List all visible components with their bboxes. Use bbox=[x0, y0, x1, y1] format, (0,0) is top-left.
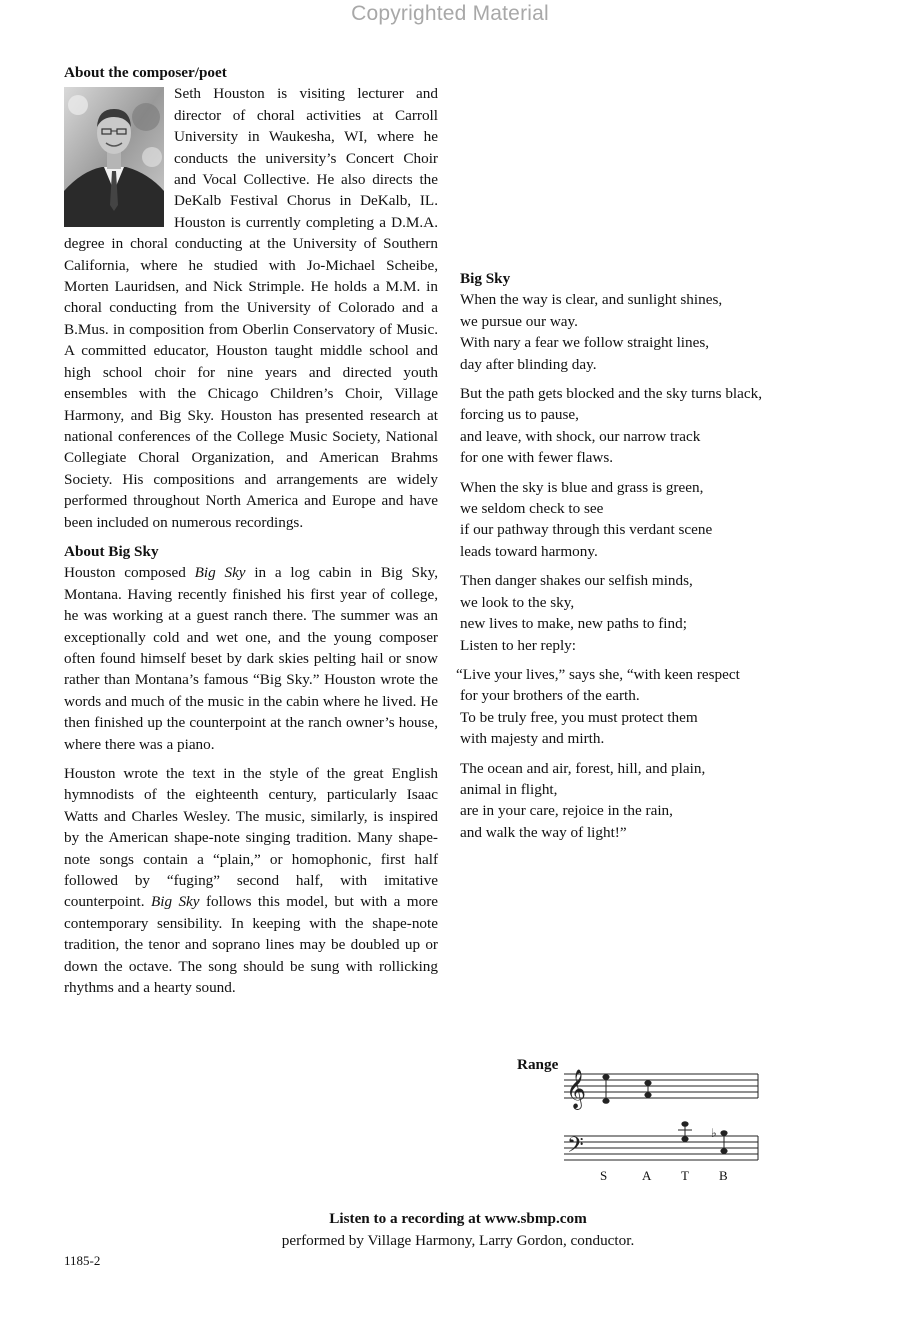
title-big-sky: Big Sky bbox=[150, 893, 200, 911]
poem-stanza bbox=[460, 477, 840, 563]
poem-line: The ocean and air, forest, hill, and plain, bbox=[460, 759, 706, 777]
about-big-sky-paragraph-1: Houston composed Big Sky in a log cabin in Big Sky, Montana. Having recently finished his first year of college, he was working at a guest ranch there. The summer was an exceptionally cold and wet one, and the young composer often found himself beset by dark skies pelting hail or snow rather than Montana’s famous “Big Sky.” Houston wrote the words and much of the music in the cabin where he lived. He then finished up the counterpoint at the ranch owner’s house, where there was a piano. bbox=[64, 564, 438, 753]
poem-title: Big Sky bbox=[460, 270, 511, 287]
poem-line: for one with fewer flaws. bbox=[460, 449, 614, 467]
poem bbox=[456, 268, 840, 851]
voice-label-bass: B bbox=[719, 1168, 728, 1183]
poem-stanza bbox=[460, 758, 840, 844]
bass-clef-icon: 𝄢 bbox=[567, 1133, 584, 1163]
range-title: Range bbox=[517, 1056, 559, 1073]
poem-line: With nary a fear we follow straight lines, bbox=[460, 334, 710, 352]
vocal-range bbox=[514, 1054, 764, 1190]
poem-line: we seldom check to see bbox=[460, 500, 604, 518]
copyright-watermark: Copyrighted Material bbox=[351, 2, 549, 25]
voice-label-alto: A bbox=[642, 1168, 652, 1183]
poem-line: When the sky is blue and grass is green, bbox=[460, 478, 704, 496]
about-composer-heading: About the composer/poet bbox=[64, 64, 227, 81]
about-big-sky-heading: About Big Sky bbox=[64, 542, 159, 560]
poem-line: day after blinding day. bbox=[460, 355, 597, 373]
poem-line: and walk the way of light!” bbox=[460, 823, 627, 841]
poem-stanza bbox=[460, 383, 840, 469]
about-big-sky-paragraph-2: Houston wrote the text in the style of the great English hymnodists of the eighteenth century, particularly Isaac Watts and Charles Wesley. The music, similarly, is inspired by the American shape-note singing tradition. Many shape-note songs contain a “plain,” or homophonic, first half followed by “fuging” second half, with imitative counterpoint. Big Sky follows this model, but with a more contemporary sensibility. In keeping with the shape-note tradition, the tenor and soprano lines may be doubled up or down the octave. The song should be sung with rollicking rhythms and a hearty sound. bbox=[64, 765, 438, 997]
poem-line: “Live your lives,” says she, “with keen respect bbox=[456, 665, 740, 683]
title-big-sky: Big Sky bbox=[194, 564, 246, 582]
page-code: 1185-2 bbox=[64, 1253, 101, 1268]
voice-label-tenor: T bbox=[681, 1168, 689, 1183]
poem-line: we look to the sky, bbox=[460, 593, 575, 611]
poem-line: and leave, with shock, our narrow track bbox=[460, 427, 701, 445]
poem-line: are in your care, rejoice in the rain, bbox=[460, 802, 673, 820]
poem-line: To be truly free, you must protect them bbox=[460, 708, 698, 726]
poem-line: leads toward harmony. bbox=[460, 542, 598, 560]
flat-sign-icon: ♭ bbox=[711, 1126, 717, 1140]
treble-clef-icon: 𝄞 bbox=[566, 1069, 587, 1109]
voice-label-soprano: S bbox=[600, 1168, 608, 1183]
poem-line: forcing us to pause, bbox=[460, 406, 579, 424]
poem-line: But the path gets blocked and the sky turns black, bbox=[460, 385, 762, 403]
poem-line: animal in flight, bbox=[460, 780, 558, 798]
poem-line: When the way is clear, and sunlight shines, bbox=[460, 291, 723, 309]
poem-line: Listen to her reply: bbox=[460, 636, 576, 654]
poem-stanza bbox=[460, 570, 840, 656]
poem-line: we pursue our way. bbox=[460, 312, 578, 330]
poem-line: Then danger shakes our selfish minds, bbox=[460, 572, 693, 590]
poem-stanza bbox=[456, 664, 840, 750]
poem-line: if our pathway through this verdant scene bbox=[460, 521, 713, 539]
poem-line: with majesty and mirth. bbox=[460, 730, 605, 748]
recording-notice: Listen to a recording at www.sbmp.com bbox=[329, 1210, 587, 1227]
about-composer-body: Seth Houston is visiting lecturer and director of choral activities at Carroll University in Waukesha, WI, where he conducts the university’s Concert Choir and Vocal Collective. He also directs the DeKalb Festival Chorus in DeKalb, IL. Houston is currently completing a D.M.A. degree in choral conducting at the University of Southern California, where he studied with Jo-Michael Scheibe, Morten Lauridsen, and Nick Strimple. He holds a M.M. in choral conducting from the University of Colorado and a B.Mus. in composition from Oberlin Conservatory of Music. A committed educator, Houston taught middle school and high school choir for nine years and directed youth ensembles with the Chicago Children’s Choir, Village Harmony, and Big Sky. Houston has presented research at national conferences of the College Music Society, National Collegiate Choral Organization, and American Brahms Society. His compositions and arrangements are widely performed throughout North America and Europe and have been included on numerous recordings. bbox=[64, 85, 438, 531]
left-column bbox=[64, 62, 438, 1006]
performer-credit: performed by Village Harmony, Larry Gordon, conductor. bbox=[281, 1232, 635, 1249]
poem-line: new lives to make, new paths to find; bbox=[460, 615, 687, 633]
composer-portrait bbox=[64, 87, 164, 227]
poem-line: for your brothers of the earth. bbox=[460, 687, 640, 705]
about-composer-text bbox=[64, 83, 438, 533]
poem-stanza bbox=[460, 289, 840, 375]
